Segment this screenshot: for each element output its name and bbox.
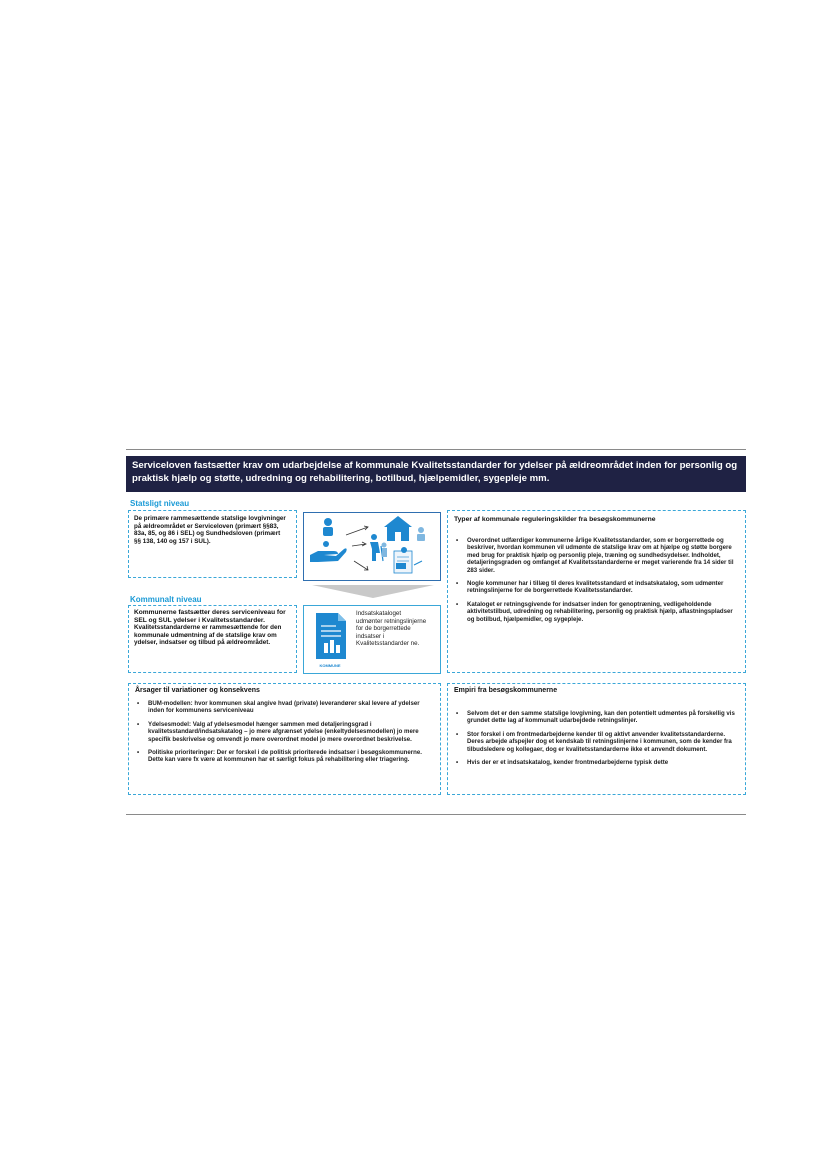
empiri-list <box>454 710 739 766</box>
list-item: • Stor forskel i om frontmedarbejderne kender til og aktivt anvender kvalitetsstandarderne. Deres arbejde afspejler dog et kendskab til retningslinjerne i kommunen, som de kender fra tilbudsledere og kollegaer, dog er kvalitetsstandarderne ikke et anvendt dokument. <box>454 731 739 753</box>
list-item: • Ydelsesmodel: Valg af ydelsesmodel hænger sammen med detaljeringsgrad i kvalitetsstandard/indsatskatalog – jo mere afgrænset ydelse (enkeltydelsesmodellen) jo mere specifik beskrivelse og omvendt jo mere overordnet model jo mere overordnet beskrivelse. <box>135 721 434 743</box>
hand-icon <box>310 541 347 562</box>
list-item: • Selvom det er den samme statslige lovgivning, kan den potentielt udmøntes på forskellig vis grundet dette lag af kommunalt udarbejdede retningslinjer. <box>454 710 739 725</box>
person-icon <box>323 518 333 536</box>
katalog-text: Indsatskataloget udmønter retningslinjerne for de borgerrettede indsatser i Kvalitetsstandarder ne. <box>356 610 427 648</box>
list-item: • Politiske prioriteringer: Der er forskel i de politisk prioriterede indsatser i besøgskommunerne. Dette kan være fx være at kommunen har et særligt fokus på rehabilitering eller triagering. <box>135 749 434 764</box>
bottom-rule <box>126 814 746 815</box>
header-text: Serviceloven fastsætter krav om udarbejdelse af kommunale Kvalitetsstandarder for ydelser på ældreområdet inden for personlig og praktisk hjælp og støtte, udredning og rehabilitering, botilbud, hjælpemidler, sygepleje mm. <box>132 460 738 484</box>
empiri-box <box>447 683 746 795</box>
illustration-frame <box>303 512 441 581</box>
kommune-label: KOMMUNE <box>319 663 341 668</box>
care-illustration <box>304 513 440 580</box>
document-icon <box>394 547 422 573</box>
kommunalt-text-bold: Kommunerne fastsætter deres serviceniveau for SEL og SUL ydelser i Kvalitetsstandarder. <box>134 609 286 624</box>
typer-title: Typer af kommunale reguleringskilder fra besøgskommunerne <box>454 516 656 523</box>
house-icon <box>384 516 412 541</box>
document-catalog-icon <box>312 611 348 669</box>
list-item: • Nogle kommuner har i tillæg til deres kvalitetsstandard et indsatskatalog, som udmønter retningslinjerne for de borgerrettede Kvalitetsstandarder. <box>454 580 739 595</box>
list-item: • BUM-modellen: hvor kommunen skal angive hvad (private) leverandører skal levere af ydelser inden for kommunens serviceniveau <box>135 700 434 715</box>
arrow-icon <box>346 526 368 570</box>
aarsager-title: Årsager til variationer og konsekvens <box>135 687 260 694</box>
statsligt-box <box>128 510 297 578</box>
empiri-title: Empiri fra besøgskommunerne <box>454 687 558 694</box>
kommunalt-title: Kommunalt niveau <box>130 595 202 604</box>
elderly-icon <box>370 534 387 561</box>
list-item: • Overordnet udfærdiger kommunerne årlige Kvalitetsstandarder, som er borgerrettede og beskriver, hvordan kommunen vil udmønte de statslige krav om at hjælpe og støtte borgere med brug for praktisk hjælp og personlig pleje, træning og sundhedsydelser. Indholdet, detaljeringsgraden og omfanget af Kvalitetsstandarderne er meget varierende fra 14 sider til 283 sider. <box>454 537 739 574</box>
aarsager-box <box>128 683 441 795</box>
statsligt-title: Statsligt niveau <box>130 499 190 508</box>
top-rule <box>126 449 746 450</box>
typer-list <box>454 537 739 623</box>
down-chevron-icon <box>312 585 434 599</box>
typer-box <box>447 510 746 673</box>
person-small-icon <box>417 527 425 541</box>
aarsager-list <box>135 700 434 764</box>
list-item: • Kataloget er retningsgivende for indsatser inden for genoptræning, vedligeholdende aktivitetstilbud, udredning og rehabilitering, personlig og praktisk hjælp, aflastningspladser og botilbud, hjælpemidler, og sygepleje. <box>454 601 739 623</box>
kommunalt-text-rest: Kvalitetsstandarderne er rammesættende for den kommunale udmøntning af de statslige krav om ydelser, indsatser og tilbud på ældreområdet. <box>134 624 282 647</box>
list-item: • Hvis der er et indsatskatalog, kender frontmedarbejderne typisk dette <box>454 759 739 766</box>
katalog-box <box>303 605 441 674</box>
statsligt-text: De primære rammesættende statslige lovgivninger på ældreområdet er Serviceloven (primært §§83, 83a, 85, og 86 i SEL) og Sundhedsloven (primært §§ 138, 140 og 157 i SUL). <box>134 515 286 545</box>
header-banner <box>126 456 746 492</box>
kommunalt-box <box>128 605 297 673</box>
kommunalt-text <box>134 609 290 647</box>
